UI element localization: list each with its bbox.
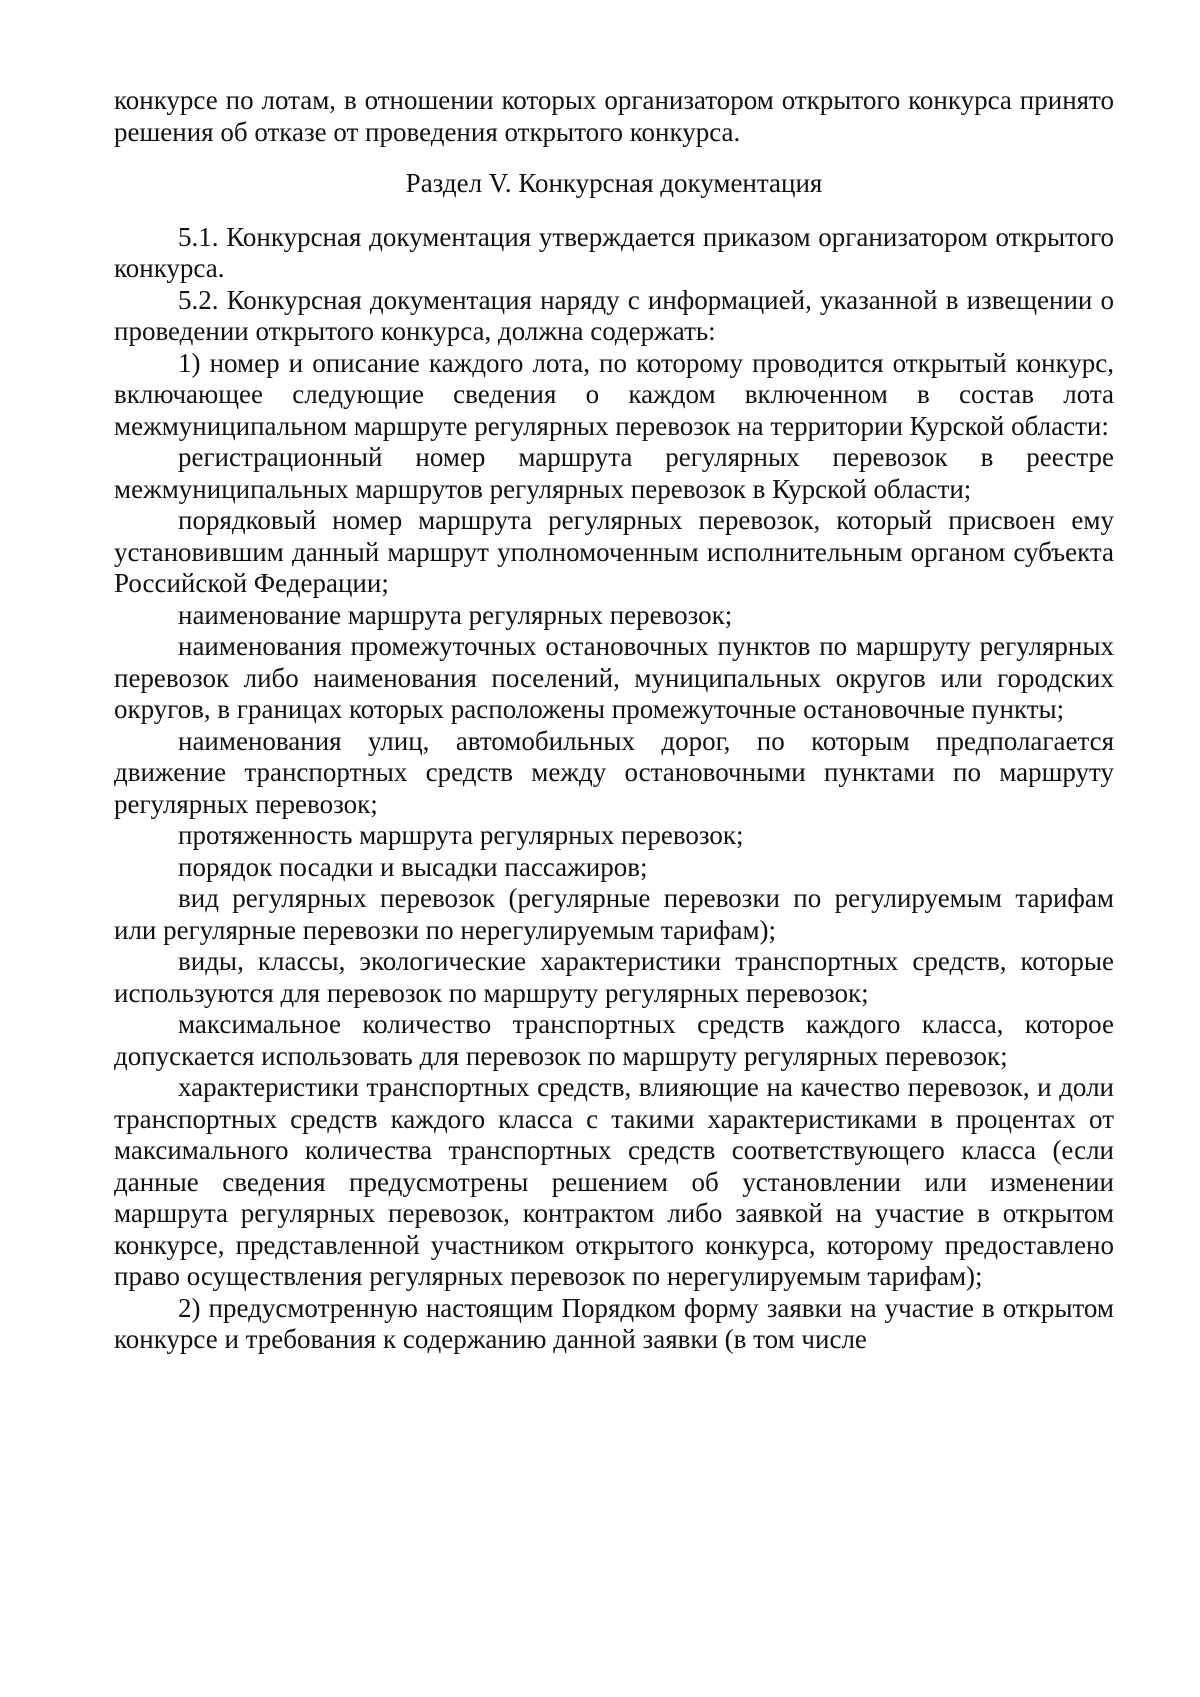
sub-item-max-vehicles: максимальное количество транспортных средств каждого класса, которое допускается использовать для перевозок по маршруту регулярных перевозок; [114, 1009, 1114, 1071]
paragraph-5-1: 5.1. Конкурсная документация утверждается приказом организатором открытого конкурса. [114, 221, 1114, 283]
sub-item-route-length: протяженность маршрута регулярных перевозок; [178, 820, 744, 850]
sub-item-boarding-order: порядок посадки и высадки пассажиров; [178, 851, 648, 882]
sub-item-vehicle-classes: виды, классы, экологические характеристики транспортных средств, которые используются для перевозок по маршруту регулярных перевозок; [114, 946, 1114, 1008]
paragraph-5-2: 5.2. Конкурсная документация наряду с информацией, указанной в извещении о проведении открытого конкурса, должна содержать: [114, 284, 1114, 346]
sub-item-transport-type: вид регулярных перевозок (регулярные перевозки по регулируемым тарифам или регулярные перевозки по нерегулируемым тарифам); [114, 883, 1114, 945]
list-item-2: 2) предусмотренную настоящим Порядком форму заявки на участие в открытом конкурсе и требования к содержанию данной заявки (в том числе [114, 1292, 1114, 1354]
list-item-1: 1) номер и описание каждого лота, по которому проводится открытый конкурс, включающее следующие сведения о каждом включенном в состав лота межмуниципальном маршруте регулярных перевозок на территории Курской области: [114, 347, 1114, 441]
section-heading: Раздел V. Конкурсная документация [405, 168, 823, 198]
sub-item-streets-roads: наименования улиц, автомобильных дорог, по которым предполагается движение транспортных средств между остановочными пунктами по маршруту регулярных перевозок; [114, 725, 1114, 819]
sub-item-sequence-number: порядковый номер маршрута регулярных перевозок, который присвоен ему установившим данный маршрут уполномоченным исполнительным органом субъекта Российской Федерации; [114, 505, 1114, 598]
sub-item-vehicle-characteristics: характеристики транспортных средств, влияющие на качество перевозок, и доли транспортных средств каждого класса с такими характеристиками в процентах от максимального количества транспортных средств соответствующего класса (если данные сведения предусмотрены решением об установлении или изменении маршрута регулярных перевозок, контрактом либо заявкой на участие в открытом конкурсе, представленной участником открытого конкурса, которому предоставлено право осуществления регулярных перевозок по нерегулируемым тарифам); [114, 1072, 1114, 1291]
opening-paragraph: конкурсе по лотам, в отношении которых организатором открытого конкурса принято решения об отказе от проведения открытого конкурса. [114, 85, 1114, 147]
document-body [114, 85, 1114, 1356]
sub-item-registration-number: регистрационный номер маршрута регулярных перевозок в реестре межмуниципальных маршрутов регулярных перевозок в Курской области; [114, 442, 1114, 504]
sub-item-intermediate-stops: наименования промежуточных остановочных пунктов по маршруту регулярных перевозок либо наименования поселений, муниципальных округов или городских округов, в границах которых расположены промежуточные остановочные пункты; [114, 631, 1114, 724]
sub-item-route-name: наименование маршрута регулярных перевозок; [178, 599, 733, 630]
